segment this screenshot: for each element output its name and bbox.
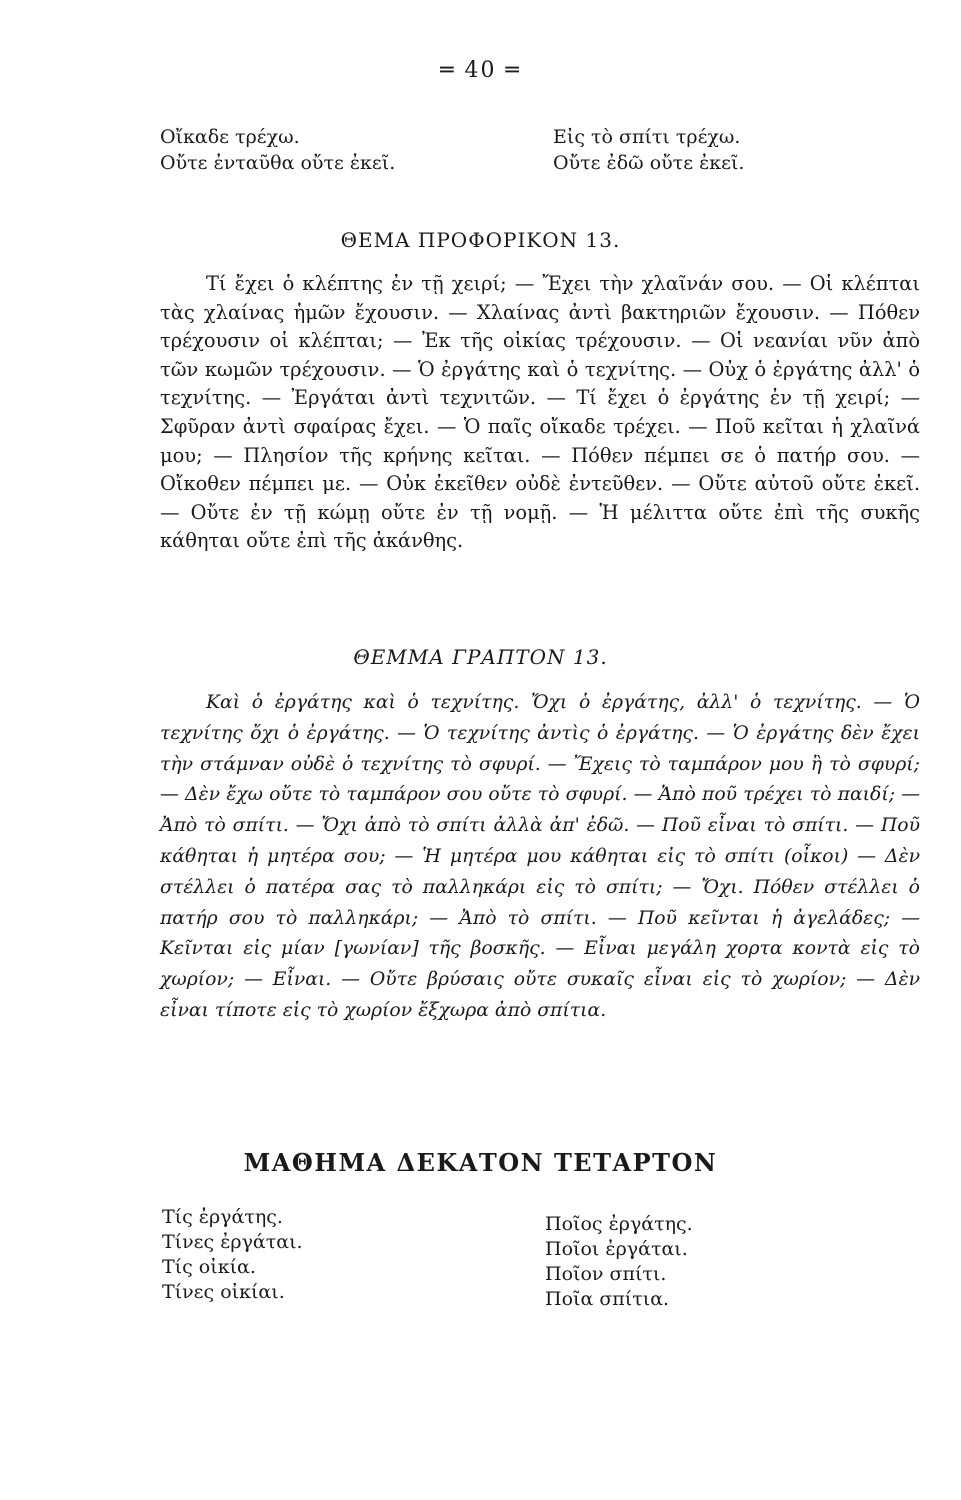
vocab-right-column (545, 1212, 693, 1312)
intro-right-column (553, 124, 744, 176)
vocab-left-item: Τίνες οἰκίαι. (162, 1281, 285, 1303)
intro-right-line: Οὔτε ἐδῶ οὔτε ἐκεῖ. (553, 152, 745, 174)
vocab-right-item: Ποῖα σπίτια. (545, 1288, 670, 1310)
vocab-left-item: Τίς οἰκία. (162, 1256, 256, 1278)
vocab-left-item: Τίνες ἐργάται. (162, 1231, 303, 1253)
written-exercise-heading: ΘΕΜΜΑ ΓΡΑΠΤΟΝ 13. (353, 645, 608, 669)
oral-exercise-heading: ΘΕΜΑ ΠΡΟΦΟΡΙΚΟΝ 13. (340, 228, 621, 252)
vocab-left-item: Τίς ἐργάτης. (162, 1206, 283, 1228)
intro-left-column (160, 124, 395, 176)
written-exercise-text (160, 688, 920, 1027)
oral-exercise-text (160, 270, 920, 556)
page-number: ═ 40 ═ (440, 58, 521, 83)
written-exercise-body: Καὶ ὁ ἐργάτης καὶ ὁ τεχνίτης. Ὄχι ὁ ἐργάτης, ἀλλ' ὁ τεχνίτης. — Ὁ τεχνίτης ὄχι ὁ ἐργάτης. — Ὁ τεχνίτης ἀντὶς ὁ ἐργάτης. — Ὁ ἐργάτης δὲν ἔχει τὴν στάμναν οὐδὲ ὁ τεχνίτης τὸ σφυρί. — Ἔχεις τὸ ταμπάρον μου ἢ τὸ σφυρί; — Δὲν ἔχω οὔτε τὸ ταμπάρον σου οὔτε τὸ σφυρί. — Ἀπὸ ποῦ τρέχει τὸ παιδί; — Ἀπὸ τὸ σπίτι. — Ὄχι ἀπὸ τὸ σπίτι ἀλλὰ ἀπ' ἐδῶ. — Ποῦ εἶναι τὸ σπίτι. — Ποῦ κάθηται ἡ μητέρα σου; — Ἡ μητέρα μου κάθηται εἰς τὸ σπίτι (οἶκοι) — Δὲν στέλλει ὁ πατέρα σας τὸ παλληκάρι εἰς τὸ σπίτι; — Ὄχι. Πόθεν στέλλει ὁ πατήρ σου τὸ παλληκάρι; — Ἀπὸ τὸ σπίτι. — Ποῦ κεῖνται ἡ ἀγελάδες; — Κεῖνται εἰς μίαν [γωνίαν] τῆς βοσκῆς. — Εἶναι μεγάλη χορτα κοντὰ εἰς τὸ χωρίον; — Εἶναι. — Οὔτε βρύσαις οὔτε συκαῖς εἶναι εἰς τὸ χωρίον; — Δὲν εἶναι τίποτε εἰς τὸ χωρίον ἔξχωρα ἀπὸ σπίτια. (160, 692, 920, 1021)
vocab-left-column (162, 1205, 303, 1305)
lesson-heading: ΜΑΘΗΜΑ ΔΕΚΑΤΟΝ ΤΕΤΑΡΤΟΝ (243, 1148, 718, 1177)
vocab-right-item: Ποῖοι ἐργάται. (545, 1238, 688, 1260)
intro-right-line: Εἰς τὸ σπίτι τρέχω. (553, 126, 741, 148)
intro-left-line: Οἴκαδε τρέχω. (160, 126, 300, 148)
vocab-right-item: Ποῖος ἐργάτης. (545, 1213, 693, 1235)
oral-exercise-body: Τί ἔχει ὁ κλέπτης ἐν τῇ χειρί; — Ἔχει τὴν χλαῖνάν σου. — Οἱ κλέπται τὰς χλαίνας ἡμῶν ἔχουσιν. — Χλαίνας ἀντὶ βακτηριῶν ἔχουσιν. — Πόθεν τρέχουσιν οἱ κλέπται; — Ἐκ τῆς οἰκίας τρέχουσιν. — Οἱ νεανίαι νῦν ἀπὸ τῶν κωμῶν τρέχουσιν. — Ὁ ἐργάτης καὶ ὁ τεχνίτης. — Οὐχ ὁ ἐργάτης ἀλλ' ὁ τεχνίτης. — Ἐργάται ἀντὶ τεχνιτῶν. — Τί ἔχει ὁ ἐργάτης ἐν τῇ χειρί; — Σφῦραν ἀντὶ σφαίρας ἔχει. — Ὁ παῖς οἴκαδε τρέχει. — Ποῦ κεῖται ἡ χλαῖνά μου; — Πλησίον τῆς κρήνης κεῖται. — Πόθεν πέμπει σε ὁ πατήρ σου. — Οἴκοθεν πέμπει με. — Οὐκ ἐκεῖθεν οὐδὲ ἐντεῦθεν. — Οὔτε αὐτοῦ οὔτε ἐκεῖ. — Οὔτε ἐν τῇ κώμῃ οὔτε ἐν τῇ νομῇ. — Ἡ μέλιττα οὔτε ἐπὶ τῆς συκῆς κάθηται οὔτε ἐπὶ τῆς ἀκάνθης. (160, 272, 920, 553)
intro-left-line: Οὔτε ἐνταῦθα οὔτε ἐκεῖ. (160, 152, 396, 174)
vocab-right-item: Ποῖον σπίτι. (545, 1263, 667, 1285)
